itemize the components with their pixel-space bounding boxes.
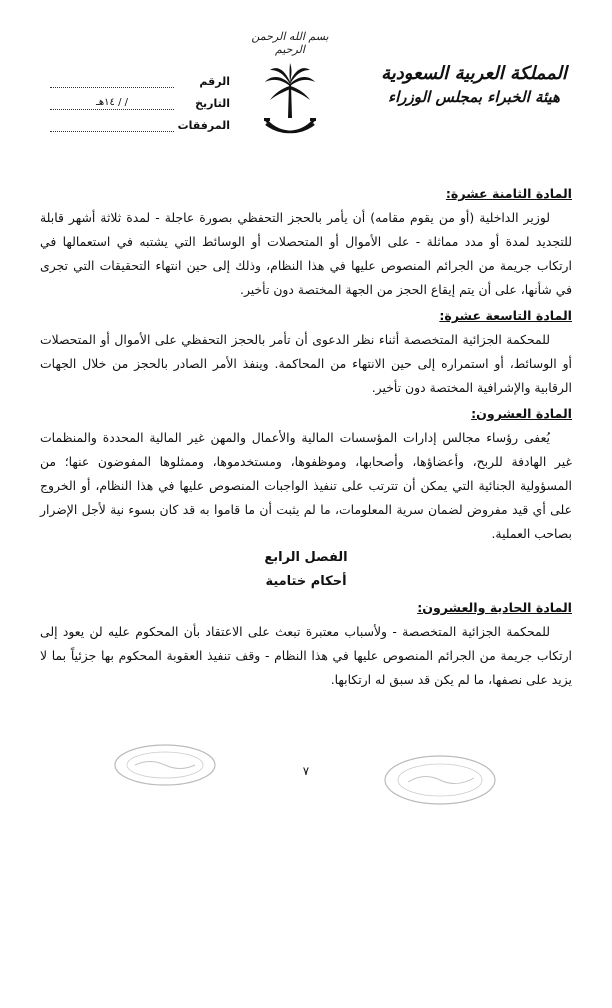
article-20-heading: المادة العشرون: bbox=[471, 406, 572, 421]
ref-label: الرقم bbox=[199, 75, 230, 88]
ref-value bbox=[50, 75, 174, 88]
attachments-value bbox=[50, 119, 174, 132]
article-20-text: يُعفى رؤساء مجالس إدارات المؤسسات المالية والأعمال والمهن غير المالية المحددة والمنظمات غير الهادفة للربح، وأعضاؤها، وأصحابها، وموظفوها، ومستخدموها، وممثلوها المفوضون عنها؛ من المسؤولية الجنائية التي يمكن أن تترتب على تنفيذ الواجبات المنصوص عليها في هذا النظام، أو الخروج على أي قيد مفروض لضمان سرية المعلومات، ما لم يثبت أن ما قاموا به قد كان بسوء نية لأجل الإضرار بصاحب العملية. bbox=[40, 430, 572, 541]
attachments-label: المرفقات bbox=[177, 119, 230, 132]
date-value: / / ١٤هـ bbox=[50, 97, 174, 110]
document-body bbox=[40, 180, 572, 692]
ref-row bbox=[50, 66, 230, 88]
saudi-emblem-icon bbox=[262, 62, 318, 142]
page-number: ٧ bbox=[302, 764, 310, 778]
letter-meta bbox=[50, 66, 230, 132]
article-19-text: للمحكمة الجزائية المتخصصة أثناء نظر الدعوى أن تأمر بالحجز التحفظي على الأموال أو المتحصلات أو الوسائط، أو استمراره إلى حين الانتهاء من المحاكمة. وينفذ الأمر الصادر بالحجز من خلال الجهات الرقابية والإشرافية المختصة دون تأخير. bbox=[40, 332, 572, 395]
stamp-seal-icon bbox=[110, 740, 220, 790]
article-18-heading: المادة الثامنة عشرة: bbox=[445, 186, 572, 201]
article-21-heading: المادة الحادية والعشرون: bbox=[417, 600, 572, 615]
letterhead bbox=[364, 62, 584, 108]
article-18-text: لوزير الداخلية (أو من يقوم مقامه) أن يأمر بالحجز التحفظي بصورة عاجلة - لمدة ثلاثة أشهر قابلة للتجديد لمدة أو مدد مماثلة - على الأموال أو المتحصلات أو الوسائط التي يشتبه في استعمالها في ارتكاب جريمة من الجرائم المنصوص عليها في هذا النظام، وذلك إلى حين انتهاء التحقيقات التي تجرى في شأنها، على أن يتم إيقاع الحجز من الجهة المختصة دون تأخير. bbox=[40, 210, 572, 297]
stamp-seal-icon bbox=[380, 752, 500, 808]
authority-name: هيئة الخبراء بمجلس الوزراء bbox=[388, 88, 560, 106]
date-row bbox=[50, 88, 230, 110]
basmala: بسم الله الرحمن الرحيم bbox=[251, 30, 329, 56]
attachments-row bbox=[50, 110, 230, 132]
date-label: التاريخ bbox=[195, 97, 230, 110]
kingdom-name: المملكة العربية السعودية bbox=[381, 63, 567, 84]
chapter-subtitle: أحكام ختامية bbox=[265, 574, 347, 589]
article-21-text: للمحكمة الجزائية المتخصصة - ولأسباب معتبرة تبعث على الاعتقاد بأن المحكوم عليه لن يعود إلى ارتكاب جريمة من الجرائم المنصوص عليها في هذا النظام - وقف تنفيذ العقوبة المحكوم بها جزئياً بما لا يزيد على نصفها، ما لم يكن قد سبق له ارتكابها. bbox=[40, 624, 572, 687]
chapter-title: الفصل الرابع bbox=[264, 550, 348, 565]
article-19-heading: المادة التاسعة عشرة: bbox=[439, 308, 572, 323]
